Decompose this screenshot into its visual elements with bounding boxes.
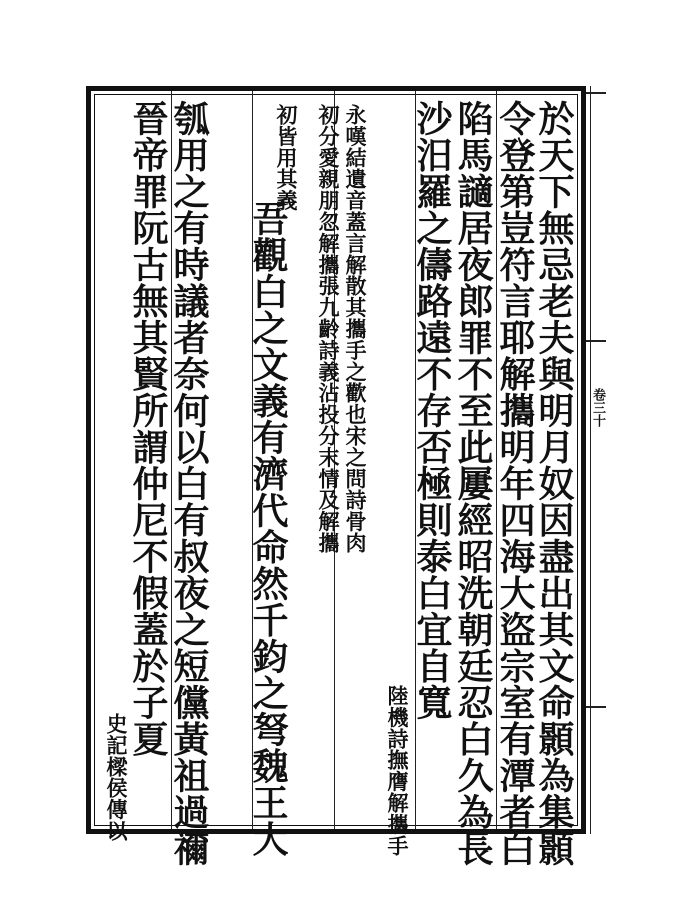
text-column-4: 沙汨羅之儔路遠不存否極則泰白宜自寬 — [411, 100, 453, 721]
annotation-column-5b: 初分愛親朋忽解攜張九齡詩義沾投分末情及解攜 — [316, 104, 341, 554]
fore-edge-tick — [586, 340, 606, 342]
fore-edge-strip — [586, 86, 605, 834]
text-column-6: 吾觀白之文義有濟代命然千鈞之弩魏王大 — [247, 200, 289, 857]
annotation-column-6a: 初皆用其義 — [274, 104, 299, 211]
text-column-3: 陷馬讁居夜郎罪不至此屢經昭洗朝廷忍白久為長 — [452, 100, 494, 867]
fore-edge-line — [590, 86, 591, 834]
text-column-2: 令登第豈符言耶解攜明年四海大盜宗室有潭者白 — [494, 100, 536, 867]
text-column-1: 於天下無忌老夫與明月奴因盡出其文命顥為集顥 — [533, 100, 575, 867]
text-column-7: 瓠用之有時議者奈何以白有叔夜之短儻黃祖過禰 — [168, 100, 210, 867]
fore-edge-tick — [586, 92, 606, 94]
fore-edge-tick — [586, 706, 606, 708]
annotation-column-4a: 陸機詩撫膺解攜手 — [385, 685, 410, 857]
annotation-column-5a: 永嘆結遺音蓋言解散其攜手之歡也宋之問詩骨肉 — [343, 104, 368, 554]
annotation-column-8a: 史記樑侯傳以 — [104, 713, 129, 842]
text-column-8: 晉帝罪阮古無其賢所謂仲尼不假蓋於子夏 — [127, 100, 169, 757]
chapter-label: 卷三十 — [590, 388, 605, 427]
